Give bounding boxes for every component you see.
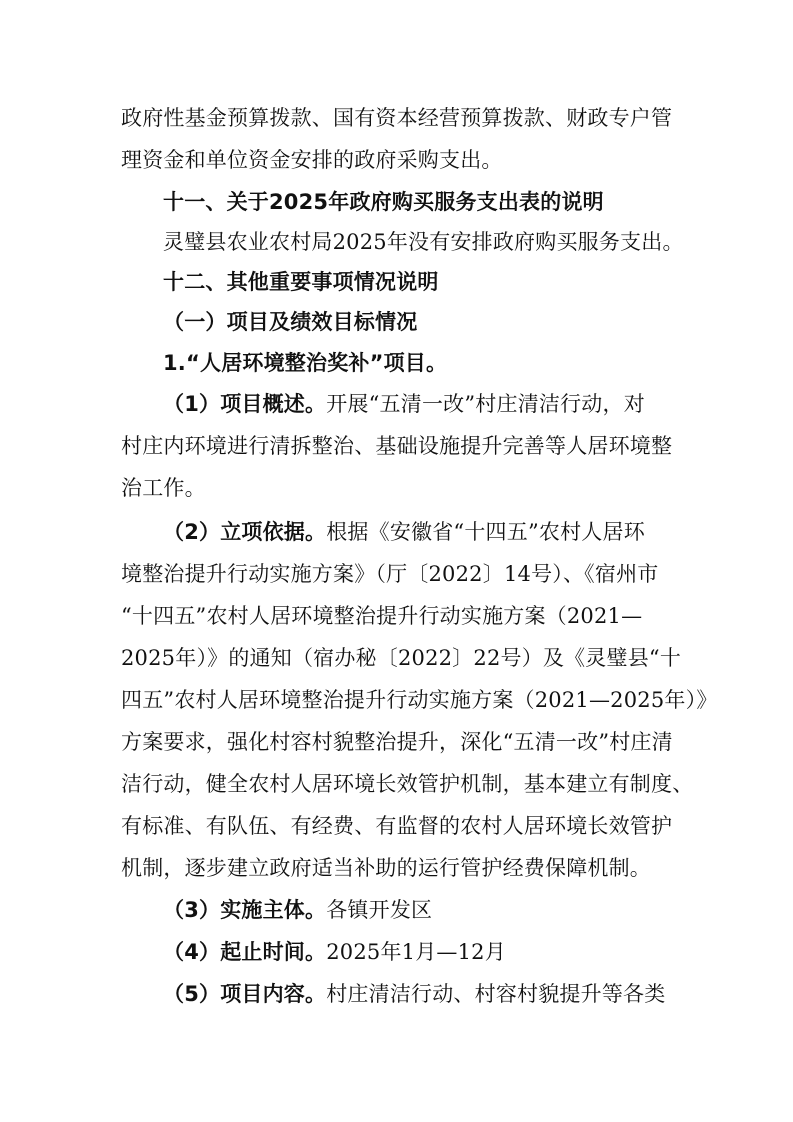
item-label: （4）起止时间。: [163, 940, 327, 964]
item-text: 根据《安徽省“十四五”农村人居环: [326, 520, 645, 544]
paragraph-line: 理资金和单位资金安排的政府采购支出。: [121, 148, 503, 172]
section-heading-12: 十二、其他重要事项情况说明: [163, 270, 439, 294]
item-line: [163, 978, 665, 1010]
paragraph-line: 2025年）》的通知（宿办秘〔2022〕22号）及《灵璧县“十: [121, 646, 682, 670]
item-line: [163, 388, 645, 420]
item-text: 开展“五清一改”村庄清洁行动，对: [326, 392, 645, 416]
item-text: 2025年1月—12月: [326, 940, 506, 964]
paragraph-line: 治工作。: [121, 476, 206, 500]
item-text: 各镇开发区: [326, 898, 433, 922]
project-heading: 1.“人居环境整治奖补”项目。: [163, 351, 448, 375]
item-text: 村庄清洁行动、村容村貌提升等各类: [326, 982, 666, 1006]
paragraph-line: 有标准、有队伍、有经费、有监督的农村人居环境长效管护: [121, 814, 673, 838]
item-label: （3）实施主体。: [163, 898, 327, 922]
item-label: （5）项目内容。: [163, 982, 327, 1006]
section-heading-11: 十一、关于2025年政府购买服务支出表的说明: [163, 190, 604, 214]
paragraph-line: 机制，逐步建立政府适当补助的运行管护经费保障机制。: [121, 856, 651, 880]
subsection-heading: （一）项目及绩效目标情况: [163, 310, 418, 334]
paragraph-line: 政府性基金预算拨款、国有资本经营预算拨款、财政专户管: [121, 106, 673, 130]
item-label: （1）项目概述。: [163, 392, 327, 416]
paragraph-line: 境整治提升行动实施方案》（厅〔2022〕14号）、《宿州市: [121, 562, 659, 586]
paragraph-line: 方案要求，强化村容村貌整治提升，深化“五清一改”村庄清: [121, 730, 673, 754]
paragraph-line: 村庄内环境进行清拆整治、基础设施提升完善等人居环境整: [121, 434, 673, 458]
paragraph-line: 洁行动，健全农村人居环境长效管护机制，基本建立有制度、: [121, 772, 694, 796]
paragraph-line: 灵璧县农业农村局2025年没有安排政府购买服务支出。: [163, 230, 684, 254]
item-line: [163, 894, 432, 926]
paragraph-line: 四五”农村人居环境整治提升行动实施方案（2021—2025年）》: [121, 688, 718, 712]
item-label: （2）立项依据。: [163, 520, 327, 544]
paragraph-line: “十四五”农村人居环境整治提升行动实施方案（2021—: [121, 604, 643, 628]
item-line: [163, 936, 506, 968]
item-line: [163, 516, 645, 548]
